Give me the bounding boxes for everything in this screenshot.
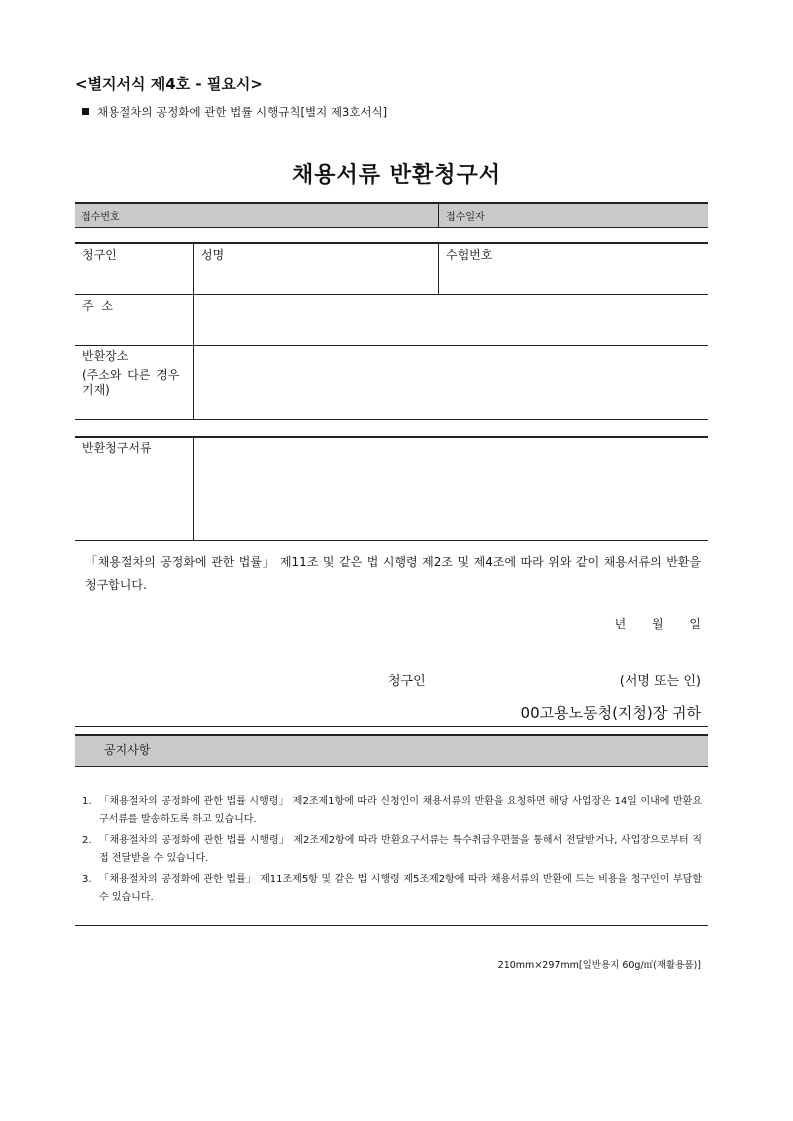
receipt-date-label: 접수일자 bbox=[446, 212, 485, 223]
requester-label: 청구인 bbox=[388, 674, 426, 689]
square-bullet-icon bbox=[82, 108, 89, 115]
notice-top-border bbox=[75, 734, 708, 736]
notice-separator bbox=[75, 726, 708, 727]
receipt-number-label: 접수번호 bbox=[81, 212, 120, 223]
return-place-field[interactable] bbox=[194, 346, 708, 419]
return-place-label: 반환장소 bbox=[82, 349, 129, 363]
notice-item-text: 「채용절차의 공정화에 관한 법률 시행령」 제2조제2항에 따라 반환요구서류는 특수취급우편물을 통해서 전달받거나, 사업장으로부터 직접 전달받을 수 있습니다. bbox=[99, 835, 702, 864]
notice-item-text: 「채용절차의 공정화에 관한 법률」 제11조제5항 및 같은 법 시행령 제5조제2항에 따라 채용서류의 반환에 드는 비용을 청구인이 부담할 수 있습니다. bbox=[99, 874, 702, 903]
notice-item-number: 1. bbox=[82, 796, 92, 807]
notice-header-background bbox=[75, 735, 708, 766]
signature-label: (서명 또는 인) bbox=[619, 674, 701, 689]
paper-spec-footer: 210mm×297mm[일반용지 60g/㎡(재활용품)] bbox=[497, 960, 701, 971]
notice-bottom-border bbox=[75, 925, 708, 926]
receipt-top-border bbox=[75, 202, 708, 204]
exam-number-field[interactable] bbox=[439, 260, 708, 294]
notice-item bbox=[82, 832, 702, 868]
name-label: 성명 bbox=[201, 248, 225, 262]
receipt-row-background bbox=[75, 203, 708, 227]
notice-item-number: 2. bbox=[82, 835, 92, 846]
documents-bottom-border bbox=[75, 540, 708, 541]
receipt-divider bbox=[438, 203, 439, 227]
applicant-top-border bbox=[75, 242, 708, 244]
notice-item bbox=[82, 793, 702, 829]
notice-title: 공지사항 bbox=[104, 743, 151, 757]
declaration-text: 「채용절차의 공정화에 관한 법률」 제11조 및 같은 법 시행령 제2조 및 제4조에 따라 위와 같이 채용서류의 반환을 청구합니다. bbox=[85, 555, 701, 592]
form-number-label: <별지서식 제4호 - 필요시> bbox=[75, 75, 263, 93]
applicant-bottom-border bbox=[75, 419, 708, 420]
addressee: 00고용노동청(지청)장 귀하 bbox=[520, 704, 701, 722]
receipt-bottom-border bbox=[75, 227, 708, 228]
regulation-reference bbox=[82, 104, 387, 120]
address-label: 주 소 bbox=[82, 299, 113, 313]
regulation-reference-text: 채용절차의 공정화에 관한 법률 시행규칙[별지 제3호서식] bbox=[97, 105, 388, 119]
applicant-section-label: 청구인 bbox=[82, 248, 117, 262]
documents-label: 반환청구서류 bbox=[82, 441, 152, 455]
documents-field[interactable] bbox=[194, 437, 708, 540]
notice-item-number: 3. bbox=[82, 874, 92, 885]
notice-item bbox=[82, 871, 702, 907]
notice-list bbox=[82, 793, 702, 910]
address-field[interactable] bbox=[194, 295, 708, 345]
notice-item-text: 「채용절차의 공정화에 관한 법률 시행령」 제2조제1항에 따라 신청인이 채용서류의 반환을 요청하면 해당 사업장은 14일 이내에 반환요구서류를 발송하도록 하고 있습니다. bbox=[99, 796, 702, 825]
notice-header-bottom-border bbox=[75, 766, 708, 767]
return-place-note: (주소와 다른 경우 기재) bbox=[82, 368, 180, 397]
exam-number-label: 수험번호 bbox=[446, 248, 493, 262]
name-field[interactable] bbox=[194, 260, 438, 294]
date-line: 년 월 일 bbox=[614, 617, 701, 631]
document-title: 채용서류 반환청구서 bbox=[292, 163, 501, 188]
